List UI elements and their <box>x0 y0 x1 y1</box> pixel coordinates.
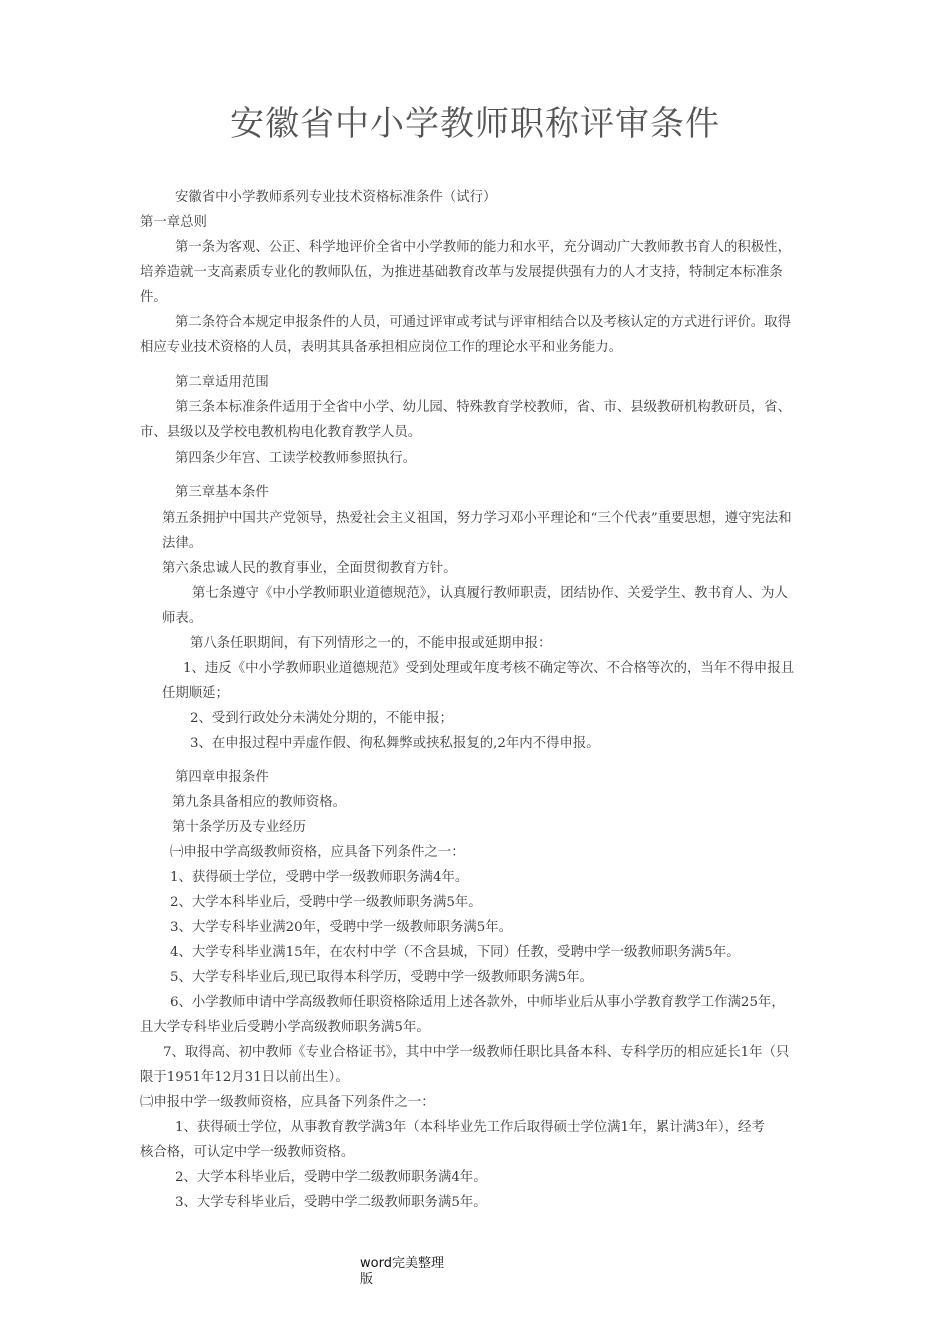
paragraph-line: 且大学专科毕业后受聘小学高级教师职务满5年。 <box>140 1020 430 1035</box>
paragraph-line: 第八条任职期间，有下列情形之一的，不能申报或延期申报： <box>190 636 552 651</box>
list-item: 2、大学本科毕业后，受聘中学一级教师职务满5年。 <box>170 895 482 910</box>
paragraph-line: 第四条少年宫、工读学校教师参照执行。 <box>175 451 417 466</box>
list-item: 2、受到行政处分未满处分期的，不能申报； <box>190 711 453 726</box>
paragraph-line: 市、县级以及学校电教机构电化教育教学人员。 <box>140 425 422 440</box>
paragraph-line: 第三条本标准条件适用于全省中小学、幼儿园、特殊教育学校教师，省、市、县级教研机构教研员，省、 <box>175 400 791 415</box>
paragraph-line: 第一条为客观、公正、科学地评价全省中小学教师的能力和水平，充分调动广大教师教书育人的积极性， <box>175 240 791 255</box>
chapter-heading: 第二章适用范围 <box>175 375 269 390</box>
list-item: 1、违反《中小学教师职业道德规范》受到处理或年度考核不确定等次、不合格等次的，当年不得申报且 <box>183 661 795 676</box>
chapter-heading: 第一章总则 <box>140 215 207 230</box>
paragraph-line: 师表。 <box>162 611 203 626</box>
page-title: 安徽省中小学教师职称评审条件 <box>230 104 720 144</box>
footer-line: 版 <box>360 1272 374 1287</box>
paragraph-line: 第六条忠诚人民的教育事业，全面贯彻教育方针。 <box>162 561 457 576</box>
paragraph-line: 件。 <box>140 290 167 305</box>
paragraph-line: 任期顺延； <box>162 686 229 701</box>
chapter-heading: 第四章申报条件 <box>175 770 269 785</box>
list-item: 3、大学专科毕业后，受聘中学二级教师职务满5年。 <box>175 1195 487 1210</box>
list-item: 3、大学专科毕业满20年，受聘中学一级教师职务满5年。 <box>170 920 513 935</box>
paragraph-line: 第五条拥护中国共产党领导，热爱社会主义祖国，努力学习邓小平理论和“三个代表”重要思想，遵守宪法和 <box>162 511 792 526</box>
paragraph-line: ㈡申报中学一级教师资格，应具备下列条件之一： <box>140 1095 435 1110</box>
paragraph-line: 法律。 <box>162 536 203 551</box>
paragraph-line: 安徽省中小学教师系列专业技术资格标准条件（试行） <box>175 190 497 205</box>
paragraph-line: 第二条符合本规定申报条件的人员，可通过评审或考试与评审相结合以及考核认定的方式进行评价。取得 <box>175 315 791 330</box>
list-item: 5、大学专科毕业后,现已取得本科学历，受聘中学一级教师职务满5年。 <box>170 970 594 985</box>
paragraph-line: 核合格，可认定中学一级教师资格。 <box>140 1145 355 1160</box>
chapter-heading: 第三章基本条件 <box>175 485 269 500</box>
list-item: 1、获得硕士学位，从事教育教学满3年（本科毕业先工作后取得硕士学位满1年，累计满3年），经考 <box>175 1120 765 1135</box>
paragraph-line: 第九条具备相应的教师资格。 <box>172 795 347 810</box>
paragraph-line: 培养造就一支高素质专业化的教师队伍，为推进基础教育改革与发展提供强有力的人才支持，特制定本标准条 <box>140 265 783 280</box>
list-item: 3、在申报过程中弄虚作假、徇私舞弊或挟私报复的,2年内不得申报。 <box>190 736 600 751</box>
page-footer <box>360 1256 460 1288</box>
list-item: 2、大学本科毕业后，受聘中学二级教师职务满4年。 <box>175 1170 487 1185</box>
paragraph-line: 限于1951年12月31日以前出生）。 <box>140 1070 349 1085</box>
paragraph-line: ㈠申报中学高级教师资格，应具备下列条件之一： <box>170 845 465 860</box>
list-item: 1、获得硕士学位，受聘中学一级教师职务满4年。 <box>170 870 469 885</box>
paragraph-line: 第十条学历及专业经历 <box>172 820 306 835</box>
paragraph-line: 第七条遵守《中小学教师职业道德规范》，认真履行教师职责，团结协作、关爱学生、教书育人、为人 <box>192 586 788 601</box>
list-item: 7、取得高、初中教师《专业合格证书》，其中中学一级教师任职比具备本科、专科学历的相应延长1年（只 <box>163 1045 790 1060</box>
footer-line: word完美整理 <box>360 1256 444 1271</box>
paragraph-line: 相应专业技术资格的人员，表明其具备承担相应岗位工作的理论水平和业务能力。 <box>140 340 623 355</box>
list-item: 4、大学专科毕业满15年，在农村中学（不含县城，下同）任教，受聘中学一级教师职务满5年。 <box>170 945 740 960</box>
list-item: 6、小学教师申请中学高级教师任职资格除适用上述各款外，中师毕业后从事小学教育教学工作满25年， <box>170 995 785 1010</box>
